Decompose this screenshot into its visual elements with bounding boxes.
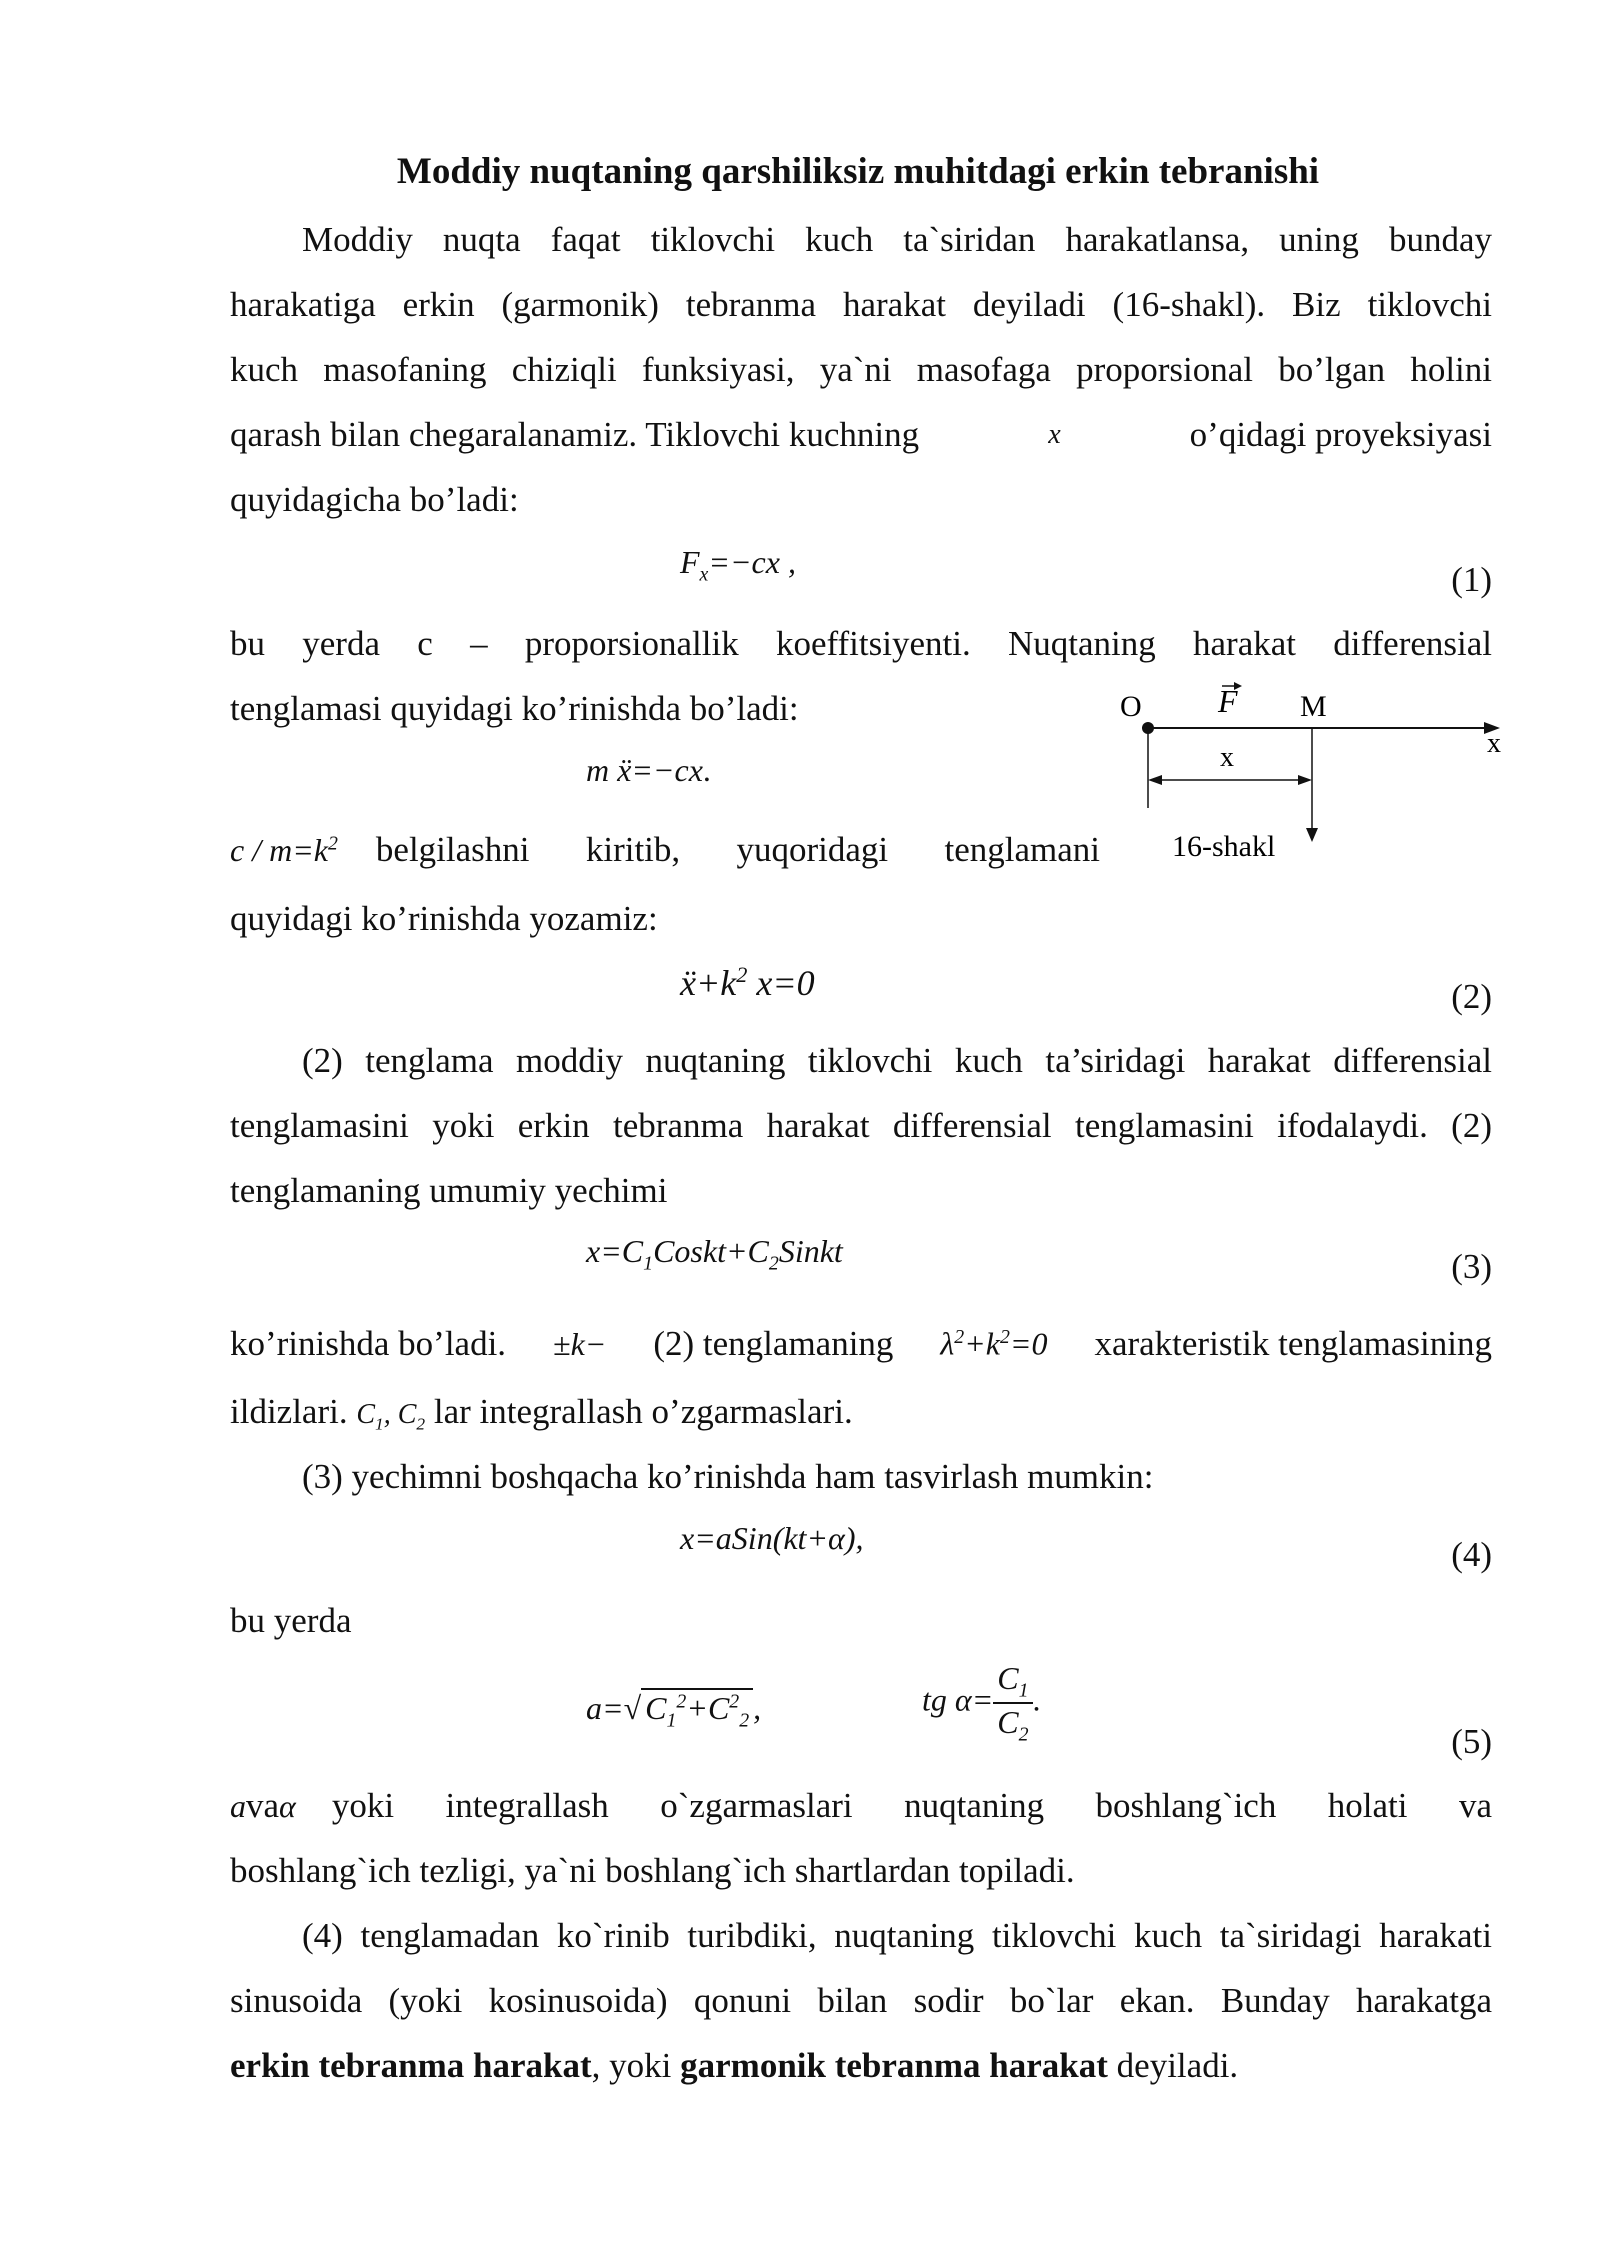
equation-2 bbox=[680, 962, 815, 1004]
eq-term: x=aSin bbox=[680, 1520, 773, 1556]
text: xarakteristik tenglamasining bbox=[1094, 1323, 1492, 1363]
paragraph-line: (3) yechimni boshqacha ko’rinishda ham tasvirlash mumkin: bbox=[302, 1457, 1154, 1496]
eq-inline bbox=[356, 1399, 426, 1434]
paragraph-line bbox=[230, 2042, 1492, 2090]
eq-term: . bbox=[1032, 1681, 1041, 1718]
equation-5a bbox=[586, 1690, 761, 1732]
equation-5b bbox=[922, 1660, 1041, 1747]
equation-number: (3) bbox=[1451, 1247, 1492, 1286]
eq-term: F bbox=[680, 544, 700, 580]
label-x-axis: x bbox=[1487, 728, 1501, 759]
eq-subscript: 1 bbox=[666, 1709, 677, 1732]
text: (2) tenglamaning bbox=[653, 1323, 894, 1363]
eq-subscript: 1 bbox=[1018, 1679, 1029, 1702]
eq-subscript: 2 bbox=[768, 1252, 779, 1275]
paragraph-line: (4) tenglamadan ko`rinib turibdiki, nuqtaning tiklovchi kuch ta`siridagi harakati bbox=[302, 1916, 1492, 1955]
text: belgilashni kiritib, yuqoridagi tenglamani bbox=[375, 830, 1100, 869]
eq-term: tg α= bbox=[922, 1681, 994, 1718]
equation-number: (5) bbox=[1451, 1722, 1492, 1761]
eq-term: a=√ bbox=[586, 1690, 642, 1726]
figure-caption: 16-shakl bbox=[1172, 830, 1276, 863]
distance-arrow-left bbox=[1148, 775, 1162, 785]
eq-term: =0 bbox=[1009, 1325, 1048, 1362]
paragraph-line: tenglamasini yoki erkin tebranma harakat differensial tenglamasini ifodalaydi. (2) bbox=[230, 1106, 1492, 1145]
text: deyiladi. bbox=[1107, 2046, 1239, 2085]
eq-term: c / m=k bbox=[230, 832, 328, 868]
paragraph-line: boshlang`ich tezligi, ya`ni boshlang`ich shartlardan topiladi. bbox=[230, 1851, 1075, 1890]
paragraph-line bbox=[230, 830, 1100, 870]
eq-term: . bbox=[702, 752, 711, 788]
equation-number: (1) bbox=[1451, 560, 1492, 599]
sqrt-radicand bbox=[641, 1688, 753, 1732]
paragraph-line bbox=[230, 411, 1492, 459]
eq-term: +C bbox=[686, 1690, 730, 1726]
variable-x: x bbox=[1048, 419, 1061, 450]
label-O: O bbox=[1120, 690, 1142, 723]
eq-term: λ bbox=[940, 1325, 955, 1362]
text: , yoki bbox=[591, 2046, 681, 2085]
text: yoki integrallash o`zgarmaslari nuqtaning boshlang`ich holati va bbox=[331, 1786, 1492, 1825]
text: ko’rinishda bo’ladi. bbox=[230, 1323, 507, 1363]
text: qarash bilan chegaralanamiz. Tiklovchi kuchning bbox=[230, 415, 920, 454]
eq-superscript: 2 bbox=[954, 1326, 965, 1348]
paragraph-line: sinusoida (yoki kosinusoida) qonuni bilan sodir bo`lar ekan. Bunday harakatga bbox=[230, 1981, 1492, 2020]
eq-term: x=C bbox=[586, 1233, 644, 1269]
eq-term: ẍ+k bbox=[680, 963, 737, 1003]
equation-4 bbox=[680, 1520, 863, 1557]
eq-superscript: 2 bbox=[676, 1690, 687, 1713]
eq-term: +k bbox=[964, 1325, 1000, 1362]
eq-inline bbox=[230, 832, 338, 869]
numerator bbox=[993, 1660, 1032, 1704]
equation-3 bbox=[586, 1233, 843, 1275]
paragraph-line: quyidagicha bo’ladi: bbox=[230, 480, 519, 519]
eq-inline bbox=[940, 1313, 1047, 1368]
page-title: Moddiy nuqtaning qarshiliksiz muhitdagi erkin tebranishi bbox=[396, 151, 1320, 192]
equation-number: (2) bbox=[1451, 977, 1492, 1016]
eq-term: Sinkt bbox=[778, 1233, 843, 1269]
eq-term: m bbox=[586, 752, 610, 788]
paragraph-line: kuch masofaning chiziqli funksiyasi, ya`ni masofaga proporsional bo’lgan holini bbox=[230, 350, 1492, 389]
figure-16 bbox=[1120, 680, 1530, 880]
paragraph-line bbox=[230, 1313, 1492, 1368]
eq-term: , bbox=[753, 1690, 762, 1726]
eq-term: C bbox=[997, 1704, 1019, 1741]
eq-subscript: 2 bbox=[1018, 1723, 1029, 1746]
variable-a: a bbox=[230, 1788, 246, 1824]
paragraph-line bbox=[230, 1388, 1492, 1449]
text: o’qidagi proyeksiyasi bbox=[1189, 415, 1492, 454]
eq-term: C bbox=[997, 1660, 1019, 1696]
paragraph-line: tenglamasi quyidagi ko’rinishda bo’ladi: bbox=[230, 689, 799, 728]
paragraph-line: (2) tenglama moddiy nuqtaning tiklovchi kuch ta’siridagi harakat differensial bbox=[302, 1041, 1492, 1080]
eq-term: x=0 bbox=[747, 963, 815, 1003]
eq-superscript: 2 bbox=[736, 962, 748, 987]
eq-term: C bbox=[356, 1399, 376, 1430]
eq-subscript: x bbox=[699, 563, 709, 586]
label-x-distance: x bbox=[1220, 742, 1234, 773]
text: lar integrallash o’zgarmaslari. bbox=[433, 1392, 853, 1431]
label-M: M bbox=[1300, 690, 1327, 723]
down-arrowhead bbox=[1306, 828, 1318, 842]
eq-superscript: 2 bbox=[328, 832, 338, 855]
denominator bbox=[993, 1704, 1032, 1746]
variable-alpha: α bbox=[279, 1788, 296, 1824]
equation-1 bbox=[680, 544, 796, 586]
eq-subscript: 1 bbox=[375, 1414, 384, 1434]
eq-superscript: 2 bbox=[729, 1690, 740, 1713]
text: ildizlari. bbox=[230, 1392, 348, 1431]
bold-term: garmonik tebranma harakat bbox=[680, 2046, 1108, 2085]
equation-motion bbox=[586, 752, 711, 789]
eq-term: (kt+α), bbox=[772, 1520, 864, 1556]
paragraph-line: tenglamaning umumiy yechimi bbox=[230, 1171, 668, 1210]
label-F: F bbox=[1218, 683, 1238, 719]
eq-subscript: 1 bbox=[643, 1252, 654, 1275]
eq-superscript: 2 bbox=[999, 1326, 1010, 1348]
eq-term: =−cx bbox=[631, 752, 703, 788]
paragraph-line: bu yerda c – proporsionallik koeffitsiyenti. Nuqtaning harakat differensial bbox=[230, 624, 1492, 663]
equation-number: (4) bbox=[1451, 1535, 1492, 1574]
eq-term: ẍ bbox=[617, 752, 632, 788]
fraction bbox=[993, 1660, 1032, 1747]
distance-arrow-right bbox=[1298, 775, 1312, 785]
eq-subscript: 2 bbox=[739, 1709, 750, 1732]
eq-term: =−cx , bbox=[708, 544, 796, 580]
eq-term: C bbox=[645, 1690, 667, 1726]
bold-term: erkin tebranma harakat bbox=[230, 2046, 592, 2085]
eq-subscript: 2 bbox=[416, 1414, 426, 1434]
eq-term: Coskt+C bbox=[653, 1233, 769, 1269]
paragraph-line: harakatiga erkin (garmonik) tebranma harakat deyiladi (16-shakl). Biz tiklovchi bbox=[230, 285, 1492, 324]
eq-term: , bbox=[383, 1399, 391, 1430]
paragraph-line: quyidagi ko’rinishda yozamiz: bbox=[230, 899, 658, 938]
text: va bbox=[246, 1786, 280, 1825]
eq-inline: ±k− bbox=[553, 1325, 607, 1362]
eq-term: C bbox=[397, 1399, 417, 1430]
paragraph-line: Moddiy nuqta faqat tiklovchi kuch ta`siridan harakatlansa, uning bunday bbox=[302, 220, 1492, 259]
paragraph-line bbox=[230, 1782, 1492, 1830]
paragraph-line: bu yerda bbox=[230, 1601, 352, 1640]
